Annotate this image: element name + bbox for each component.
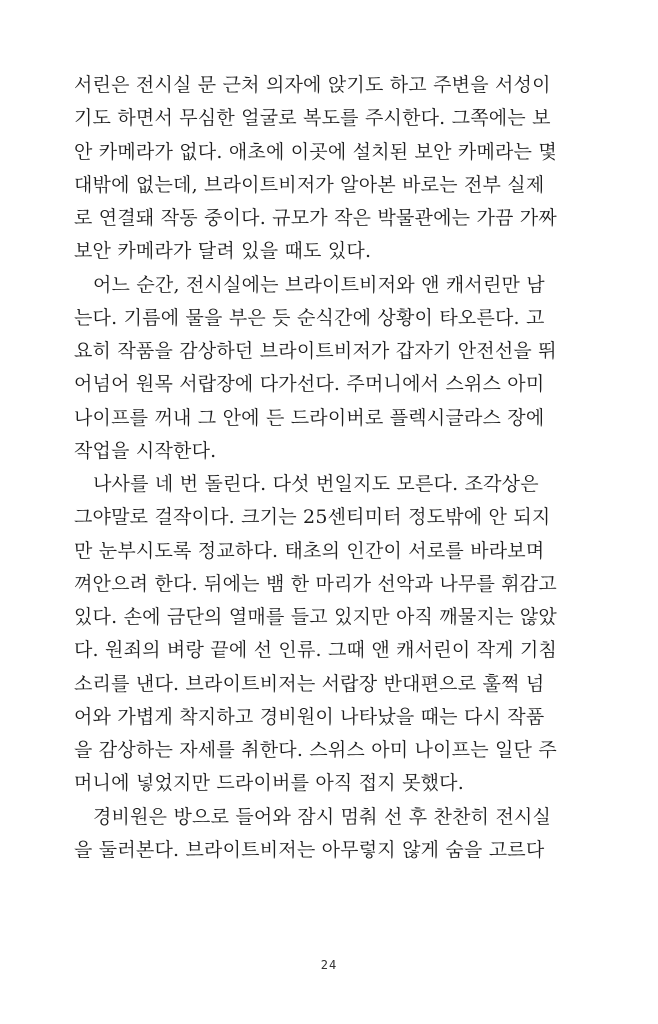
text-line: 안 카메라가 없다. 애초에 이곳에 설치된 보안 카메라는 몇 xyxy=(74,140,557,163)
text-line: 을 감상하는 자세를 취한다. 스위스 아미 나이프는 일단 주 xyxy=(74,739,557,761)
paragraph-1 xyxy=(74,69,557,269)
text-line: 기도 하면서 무심한 얼굴로 복도를 주시한다. 그쪽에는 보 xyxy=(74,107,551,130)
text-line: 보안 카메라가 달려 있을 때도 있다. xyxy=(74,240,372,263)
text-line: 작업을 시작한다. xyxy=(74,439,217,462)
text-line: 을 둘러본다. 브라이트비저는 아무렇지 않게 숨을 고르다 xyxy=(74,838,545,861)
text-line: 서린은 전시실 문 근처 의자에 앉기도 하고 주변을 서성이 xyxy=(74,74,551,96)
text-line: 나이프를 꺼내 그 안에 든 드라이버로 플렉시글라스 장에 xyxy=(74,406,545,429)
text-line: 나사를 네 번 돌린다. 다섯 번일지도 모른다. 조각상은 xyxy=(93,473,539,495)
page-number: 24 xyxy=(320,958,338,972)
text-line: 껴안으려 한다. 뒤에는 뱀 한 마리가 선악과 나무를 휘감고 xyxy=(74,572,557,595)
text-line: 어넘어 원목 서랍장에 다가선다. 주머니에서 스위스 아미 xyxy=(74,373,545,396)
text-line: 소리를 낸다. 브라이트비저는 서랍장 반대편으로 훌쩍 넘 xyxy=(74,672,545,695)
text-line: 는다. 기름에 물을 부은 듯 순식간에 상황이 타오른다. 고 xyxy=(74,306,545,329)
text-line: 어느 순간, 전시실에는 브라이트비저와 앤 캐서린만 남 xyxy=(93,273,545,296)
text-line: 경비원은 방으로 들어와 잠시 멈춰 선 후 찬찬히 전시실 xyxy=(93,805,552,828)
body-text xyxy=(74,69,558,867)
text-line: 어와 가볍게 착지하고 경비원이 나타났을 때는 다시 작품 xyxy=(74,705,545,728)
text-line: 대밖에 없는데, 브라이트비저가 알아본 바로는 전부 실제 xyxy=(74,173,545,196)
text-line: 있다. 손에 금단의 열매를 들고 있지만 아직 깨물지는 않았 xyxy=(74,606,557,628)
text-line: 그야말로 걸작이다. 크기는 25센티미터 정도밖에 안 되지 xyxy=(74,506,551,529)
text-line: 요히 작품을 감상하던 브라이트비저가 갑자기 안전선을 뛰 xyxy=(74,340,557,362)
text-line: 머니에 넣었지만 드라이버를 아직 접지 못했다. xyxy=(74,772,464,795)
paragraph-3 xyxy=(74,468,558,801)
paragraph-2 xyxy=(74,269,557,469)
text-line: 만 눈부시도록 정교하다. 태초의 인간이 서로를 바라보며 xyxy=(74,539,545,562)
paragraph-4 xyxy=(74,801,552,868)
text-line: 다. 원죄의 벼랑 끝에 선 인류. 그때 앤 캐서린이 작게 기침 xyxy=(74,639,558,662)
text-line: 로 연결돼 작동 중이다. 규모가 작은 박물관에는 가끔 가짜 xyxy=(74,207,557,229)
